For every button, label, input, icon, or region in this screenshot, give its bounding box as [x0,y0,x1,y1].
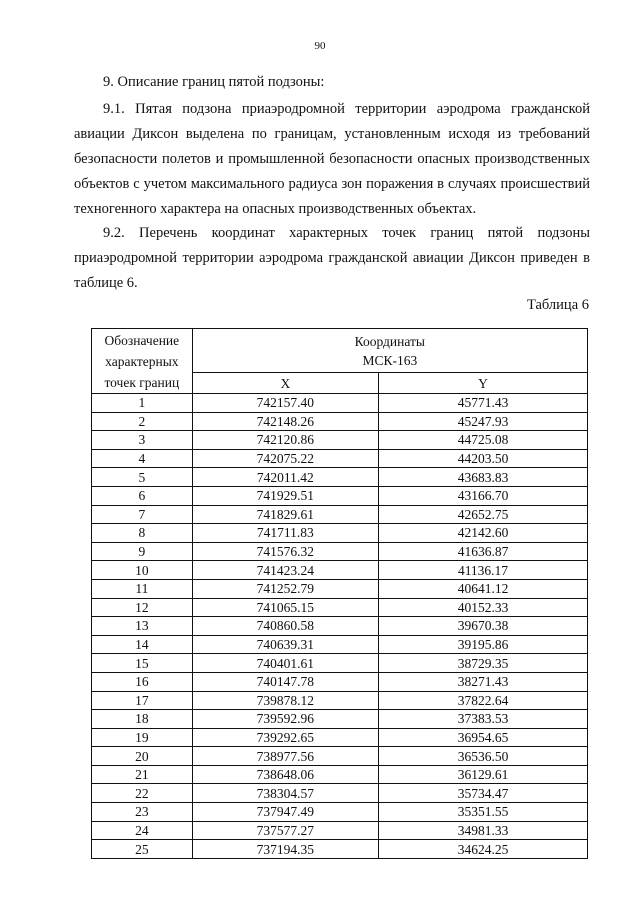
x-coordinate-cell: 739292.65 [192,728,378,747]
y-coordinate-cell: 34981.33 [379,821,588,840]
y-coordinate-cell: 34624.25 [379,840,588,859]
point-number-cell: 21 [92,765,193,784]
y-coordinate-cell: 43166.70 [379,486,588,505]
x-coordinate-cell: 738977.56 [192,747,378,766]
y-coordinate-cell: 36536.50 [379,747,588,766]
x-coordinate-cell: 740639.31 [192,635,378,654]
point-number-cell: 6 [92,486,193,505]
header-x: X [192,373,378,394]
table-row [92,431,588,450]
x-coordinate-cell: 739878.12 [192,691,378,710]
point-number-cell: 2 [92,412,193,431]
y-coordinate-cell: 42142.60 [379,524,588,543]
y-coordinate-cell: 43683.83 [379,468,588,487]
table-row [92,598,588,617]
header-coords-line1: Координаты [354,333,425,349]
table-row [92,635,588,654]
point-number-cell: 23 [92,803,193,822]
section-heading: 9. Описание границ пятой подзоны: [103,74,325,90]
paragraph-9-1: 9.1. Пятая подзона приаэродромной территории аэродрома гражданской авиации Диксон выделена по границам, установленным исходя из требований безопасности полетов и промышленной безопасности опасных производственных объектов с учетом максимального радиуса зон поражения в случаях происшествий техногенного характера на опасных производственных объектах. [74,101,590,217]
x-coordinate-cell: 739592.96 [192,710,378,729]
y-coordinate-cell: 37822.64 [379,691,588,710]
point-number-cell: 18 [92,710,193,729]
x-coordinate-cell: 742075.22 [192,449,378,468]
point-number-cell: 24 [92,821,193,840]
y-coordinate-cell: 42652.75 [379,505,588,524]
header-designation-line3: точек границ [104,375,180,390]
x-coordinate-cell: 740401.61 [192,654,378,673]
x-coordinate-cell: 738304.57 [192,784,378,803]
x-coordinate-cell: 740147.78 [192,672,378,691]
page-number: 90 [314,40,326,52]
point-number-cell: 11 [92,579,193,598]
y-coordinate-cell: 41636.87 [379,542,588,561]
table-row [92,803,588,822]
coordinates-table [91,328,588,859]
table-row [92,784,588,803]
x-coordinate-cell: 741252.79 [192,579,378,598]
point-number-cell: 7 [92,505,193,524]
table-row [92,394,588,413]
x-coordinate-cell: 742148.26 [192,412,378,431]
point-number-cell: 13 [92,617,193,636]
header-designation-line1: Обозначение [104,333,180,348]
y-coordinate-cell: 45771.43 [379,394,588,413]
x-coordinate-cell: 742011.42 [192,468,378,487]
y-coordinate-cell: 40152.33 [379,598,588,617]
table-row [92,449,588,468]
table-header-row-top [92,329,588,373]
point-number-cell: 20 [92,747,193,766]
table-row [92,691,588,710]
table-row [92,468,588,487]
point-number-cell: 10 [92,561,193,580]
table-row [92,617,588,636]
table-row [92,654,588,673]
table-body [92,394,588,859]
table-row [92,672,588,691]
x-coordinate-cell: 741929.51 [192,486,378,505]
point-number-cell: 22 [92,784,193,803]
table-row [92,728,588,747]
point-number-cell: 19 [92,728,193,747]
y-coordinate-cell: 36954.65 [379,728,588,747]
header-designation-line2: характерных [105,354,179,369]
y-coordinate-cell: 41136.17 [379,561,588,580]
header-y: Y [379,373,588,394]
point-number-cell: 15 [92,654,193,673]
table-row [92,579,588,598]
table-row [92,561,588,580]
y-coordinate-cell: 39670.38 [379,617,588,636]
x-coordinate-cell: 741576.32 [192,542,378,561]
x-coordinate-cell: 741423.24 [192,561,378,580]
table-row [92,747,588,766]
y-coordinate-cell: 36129.61 [379,765,588,784]
y-coordinate-cell: 40641.12 [379,579,588,598]
x-coordinate-cell: 737577.27 [192,821,378,840]
y-coordinate-cell: 45247.93 [379,412,588,431]
y-coordinate-cell: 38271.43 [379,672,588,691]
table-row [92,840,588,859]
point-number-cell: 25 [92,840,193,859]
header-coords-line2: МСК-163 [362,352,418,368]
header-coordinates [192,329,587,373]
table-row [92,821,588,840]
point-number-cell: 4 [92,449,193,468]
y-coordinate-cell: 38729.35 [379,654,588,673]
x-coordinate-cell: 740860.58 [192,617,378,636]
point-number-cell: 17 [92,691,193,710]
y-coordinate-cell: 35351.55 [379,803,588,822]
x-coordinate-cell: 741065.15 [192,598,378,617]
point-number-cell: 9 [92,542,193,561]
paragraph-9-2: 9.2. Перечень координат характерных точек границ пятой подзоны приаэродромной территории аэродрома гражданской авиации Диксон приведен в таблице 6. [74,225,590,291]
point-number-cell: 5 [92,468,193,487]
y-coordinate-cell: 44203.50 [379,449,588,468]
table-header [92,329,588,394]
table-row [92,486,588,505]
x-coordinate-cell: 737947.49 [192,803,378,822]
y-coordinate-cell: 39195.86 [379,635,588,654]
x-coordinate-cell: 742120.86 [192,431,378,450]
point-number-cell: 14 [92,635,193,654]
y-coordinate-cell: 44725.08 [379,431,588,450]
point-number-cell: 8 [92,524,193,543]
table-row [92,505,588,524]
y-coordinate-cell: 37383.53 [379,710,588,729]
x-coordinate-cell: 741711.83 [192,524,378,543]
table-row [92,524,588,543]
x-coordinate-cell: 741829.61 [192,505,378,524]
table-caption: Таблица 6 [526,297,589,313]
point-number-cell: 1 [92,394,193,413]
table-row [92,542,588,561]
point-number-cell: 16 [92,672,193,691]
point-number-cell: 12 [92,598,193,617]
table-row [92,710,588,729]
header-point-designation [92,329,193,394]
x-coordinate-cell: 738648.06 [192,765,378,784]
y-coordinate-cell: 35734.47 [379,784,588,803]
x-coordinate-cell: 737194.35 [192,840,378,859]
x-coordinate-cell: 742157.40 [192,394,378,413]
table-row [92,765,588,784]
table-row [92,412,588,431]
point-number-cell: 3 [92,431,193,450]
